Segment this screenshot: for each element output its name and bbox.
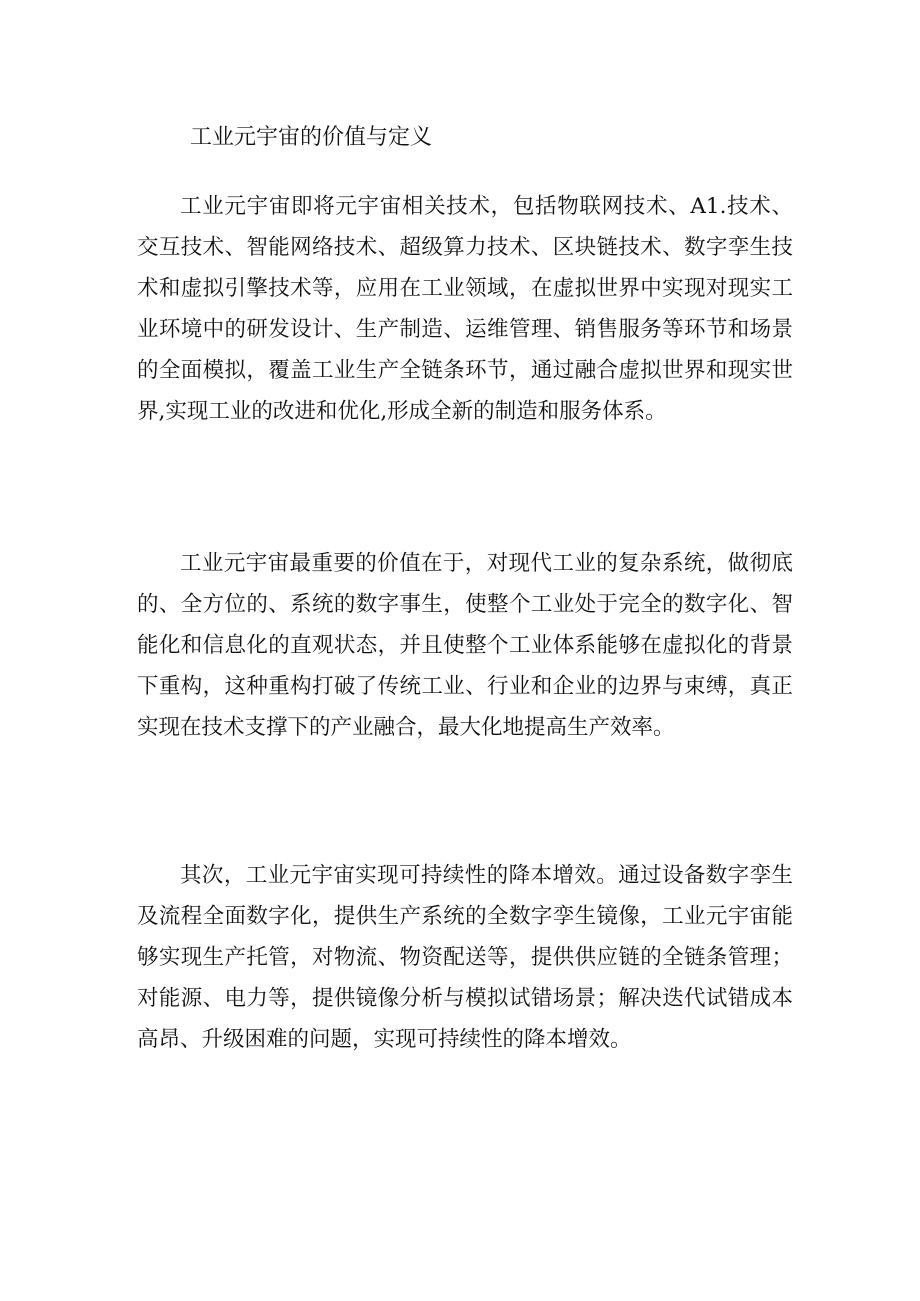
paragraph-cost-efficiency: 其次，工业元宇宙实现可持续性的降本增效。通过设备数字孪生及流程全面数字化，提供生产系统的全数字孪生镜像，工业元宇宙能够实现生产托管，对物流、物资配送等，提供供应链的全链条管理；对能源、电力等，提供镜像分析与模拟试错场景；解决迭代试错成本高昂、升级困难的问题，实现可持续性的降本增效。 — [137, 863, 793, 1052]
paragraph-definition: 工业元宇宙即将元宇宙相关技术，包括物联网技术、A1.技术、交互技术、智能网络技术、超级算力技术、区块链技术、数字孪生技术和虚拟引擎技术等，应用在工业领域，在虚拟世界中实现对现实工业环境中的研发设计、生产制造、运维管理、销售服务等环节和场景的全面模拟，覆盖工业生产全链条环节，通过融合虚拟世界和现实世界,实现工业的改进和优化,形成全新的制造和服务体系。 — [137, 194, 793, 424]
paragraph-value: 工业元宇宙最重要的价值在于，对现代工业的复杂系统，做彻底的、全方位的、系统的数字事生，使整个工业处于完全的数字化、智能化和信息化的直观状态，并且使整个工业体系能够在虚拟化的背景下重构，这种重构打破了传统工业、行业和企业的边界与束缚，真正实现在技术支撑下的产业融合，最大化地提高生产效率。 — [137, 551, 793, 740]
document-title: 工业元宇宙的价值与定义 — [190, 125, 433, 150]
